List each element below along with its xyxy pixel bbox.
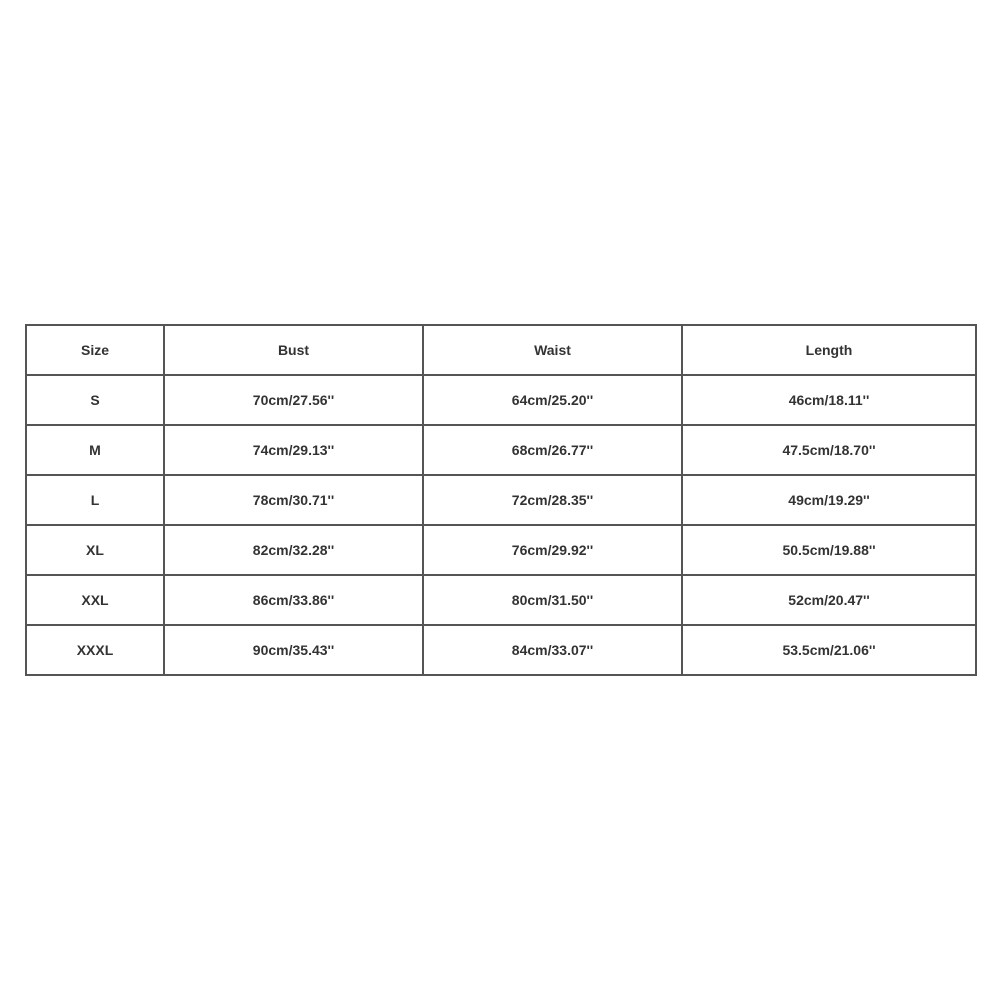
cell-bust: 78cm/30.71'' (164, 475, 423, 525)
header-size: Size (26, 325, 164, 375)
cell-bust: 86cm/33.86'' (164, 575, 423, 625)
cell-length: 52cm/20.47'' (682, 575, 976, 625)
size-chart-table (25, 324, 977, 676)
cell-bust: 82cm/32.28'' (164, 525, 423, 575)
table-row (26, 525, 976, 575)
cell-size: S (26, 375, 164, 425)
cell-bust: 70cm/27.56'' (164, 375, 423, 425)
cell-size: M (26, 425, 164, 475)
cell-waist: 64cm/25.20'' (423, 375, 682, 425)
table-row (26, 625, 976, 675)
cell-waist: 76cm/29.92'' (423, 525, 682, 575)
cell-bust: 90cm/35.43'' (164, 625, 423, 675)
cell-size: XL (26, 525, 164, 575)
cell-waist: 84cm/33.07'' (423, 625, 682, 675)
cell-size: XXXL (26, 625, 164, 675)
cell-waist: 72cm/28.35'' (423, 475, 682, 525)
cell-length: 46cm/18.11'' (682, 375, 976, 425)
cell-waist: 80cm/31.50'' (423, 575, 682, 625)
cell-length: 47.5cm/18.70'' (682, 425, 976, 475)
table-row (26, 475, 976, 525)
cell-bust: 74cm/29.13'' (164, 425, 423, 475)
cell-size: L (26, 475, 164, 525)
header-length: Length (682, 325, 976, 375)
cell-length: 49cm/19.29'' (682, 475, 976, 525)
header-waist: Waist (423, 325, 682, 375)
table-row (26, 425, 976, 475)
header-bust: Bust (164, 325, 423, 375)
cell-length: 50.5cm/19.88'' (682, 525, 976, 575)
table-row (26, 575, 976, 625)
cell-waist: 68cm/26.77'' (423, 425, 682, 475)
header-row (26, 325, 976, 375)
cell-size: XXL (26, 575, 164, 625)
table-row (26, 375, 976, 425)
cell-length: 53.5cm/21.06'' (682, 625, 976, 675)
